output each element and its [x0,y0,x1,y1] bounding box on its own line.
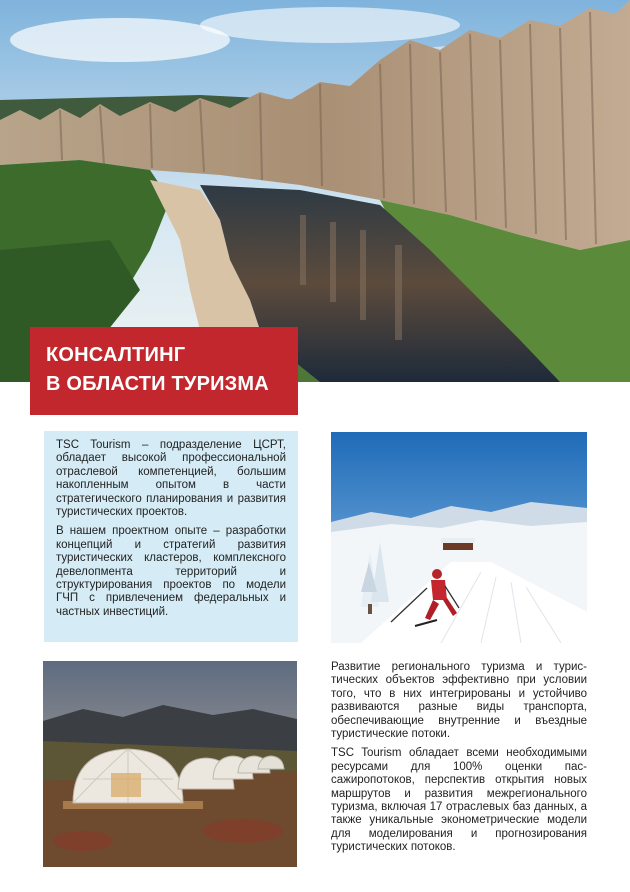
skier-photo [331,432,587,643]
intro-paragraph-2: В нашем проектном опыте – разработки концепций и стратегий развития туристических кластеров, комплексного девелопмента территорий и структурирования проектов по модели ГЧП с привлечением федеральных и частных инвестиций. [56,525,286,618]
right-column-text [331,661,587,855]
intro-text-box [44,431,298,642]
intro-paragraph-1: TSC Tourism – подразделение ЦСРТ, обладает высокой профессиональной отраслевой компетенцией, большим накопленным опытом в части стратегического планирования и развития туристических проектов. [56,439,286,519]
section-title-line1: КОНСАЛТИНГ [46,344,186,366]
right-paragraph-2: TSC Tourism обладает всеми необходимыми ресурсами для 100% оценки пассажиропотоков, перспектив открытия новых маршрутов и развития межрегионального туризма, включая 17 отраслевых баз данных, а также уникальные эконометрические модели для моделирования и прогнозирования туристических потоков. [331,747,587,854]
section-title-box [30,327,298,415]
hero-photo-cliffs-river [0,0,630,382]
right-paragraph-1: Развитие регионального туризма и туристических объектов эффективно при условии того, что в них интегрированы и устойчиво развиваются разные виды транспорта, обеспечивающие внутренние и въездные туристические потоки. [331,661,587,741]
section-title-line2: В ОБЛАСТИ ТУРИЗМА [46,373,269,395]
glamping-domes-photo [43,661,297,867]
